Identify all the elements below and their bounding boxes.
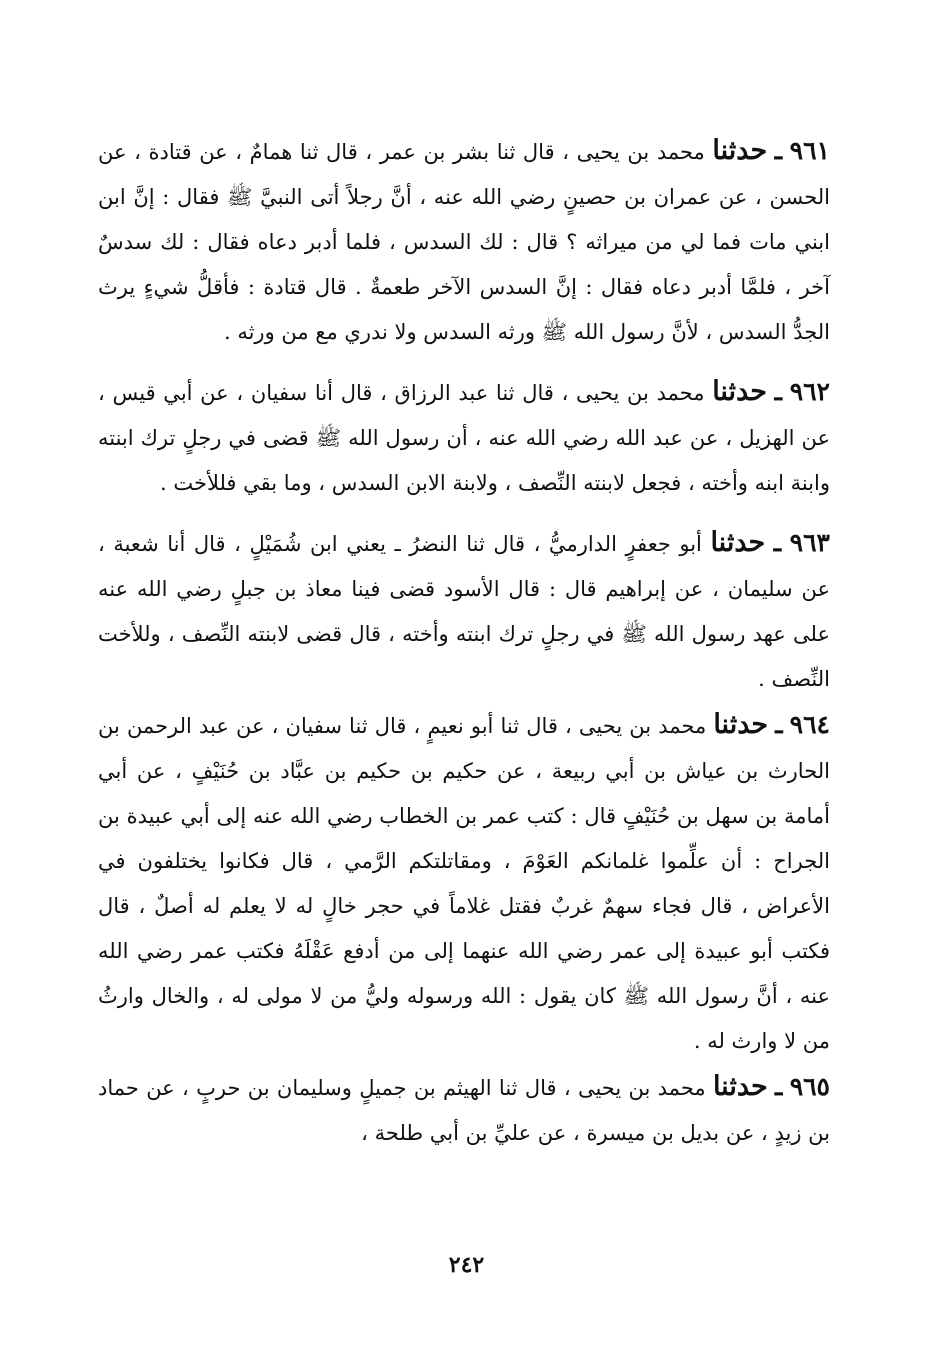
narration-keyword: حدثنا <box>712 1071 768 1102</box>
hadith-number: ٩٦٣ <box>789 528 830 557</box>
hadith-body: محمد بن يحيى ، قال ثنا عبد الرزاق ، قال أنا سفيان ، عن أبي قيس ، عن الهزيل ، عن عبد الله رضي الله عنه ، أن رسول الله ﷺ قضى في رجلٍ ترك ابنته وابنة ابنه وأخته ، فجعل لابنته النِّصف ، ولابنة الابن السدس ، وما بقي فللأخت . <box>98 381 830 495</box>
narration-keyword: حدثنا <box>712 135 768 166</box>
hadith-body: أبو جعفرٍ الدارميُّ ، قال ثنا النضرُ ـ يعني ابن شُمَيْلٍ ، قال أنا شعبة ، عن سليمان ، عن إبراهيم قال : قال الأسود قضى فينا معاذ بن جبلٍ رضي الله عنه على عهد رسول الله ﷺ في رجلٍ ترك ابنته وأخته ، قال قضى لابنته النِّصف ، وللأخت النِّصف . <box>98 532 830 691</box>
number-separator: ـ <box>775 710 783 739</box>
hadith-body: محمد بن يحيى ، قال ثنا الهيثم بن جميلٍ وسليمان بن حربٍ ، عن حماد بن زيدٍ ، عن بديل بن ميسرة ، عن عليِّ بن أبي طلحة ، <box>98 1076 830 1145</box>
hadith-body: محمد بن يحيى ، قال ثنا بشر بن عمر ، قال ثنا همامٌ ، عن قتادة ، عن الحسن ، عن عمران بن حصينٍ رضي الله عنه ، أنَّ رجلاً أتى النبيَّ ﷺ فقال : إنَّ ابن ابني مات فما لي من ميراثه ؟ قال : لك السدس ، فلما أدبر دعاه فقال : لك سدسٌ آخر ، فلمَّا أدبر دعاه فقال : إنَّ السدس الآخر طعمةٌ . قال قتادة : فأقلُّ شيءٍ يرث الجدُّ السدس ، لأنَّ رسول الله ﷺ ورثه السدس ولا ندري مع من ورثه . <box>98 140 830 344</box>
hadith-number: ٩٦٥ <box>789 1072 830 1101</box>
hadith-entry-965 <box>98 1064 830 1156</box>
hadith-number: ٩٦٢ <box>789 377 830 406</box>
hadith-entry-964 <box>98 702 830 1064</box>
hadith-entry-962 <box>98 369 830 506</box>
hadith-text-block <box>98 128 830 1156</box>
narration-keyword: حدثنا <box>710 527 766 558</box>
number-separator: ـ <box>773 528 782 557</box>
hadith-number: ٩٦٤ <box>789 710 830 739</box>
number-separator: ـ <box>775 1072 783 1101</box>
narration-keyword: حدثنا <box>713 709 769 740</box>
number-separator: ـ <box>774 136 783 165</box>
hadith-body: محمد بن يحيى ، قال ثنا أبو نعيمٍ ، قال ثنا سفيان ، عن عبد الرحمن بن الحارث بن عياش بن أبي ربيعة ، عن حكيم بن حكيم بن عبَّاد بن حُنَيْفٍ ، عن أبي أمامة بن سهل بن حُنَيْفٍ قال : كتب عمر بن الخطاب رضي الله عنه إلى أبي عبيدة بن الجراح : أن علِّموا غلمانكم العَوْمَ ، ومقاتلتكم الرَّمي ، قال فكانوا يختلفون في الأعراض ، قال فجاء سهمٌ غربٌ فقتل غلاماً في حجر خالٍ له لا يعلم له أصلٌ ، قال فكتب أبو عبيدة إلى عمر رضي الله عنهما إلى من أدفع عَقْلَهُ فكتب عمر رضي الله عنه ، أنَّ رسول الله ﷺ كان يقول : الله ورسوله وليُّ من لا مولى له ، والخال وارثُ من لا وارث له . <box>98 714 830 1053</box>
number-separator: ـ <box>774 377 782 406</box>
hadith-entry-963 <box>98 520 830 702</box>
narration-keyword: حدثنا <box>712 376 767 407</box>
hadith-entry-961 <box>98 128 830 355</box>
page-number: ٢٤٢ <box>448 1252 485 1278</box>
hadith-number: ٩٦١ <box>789 136 830 165</box>
